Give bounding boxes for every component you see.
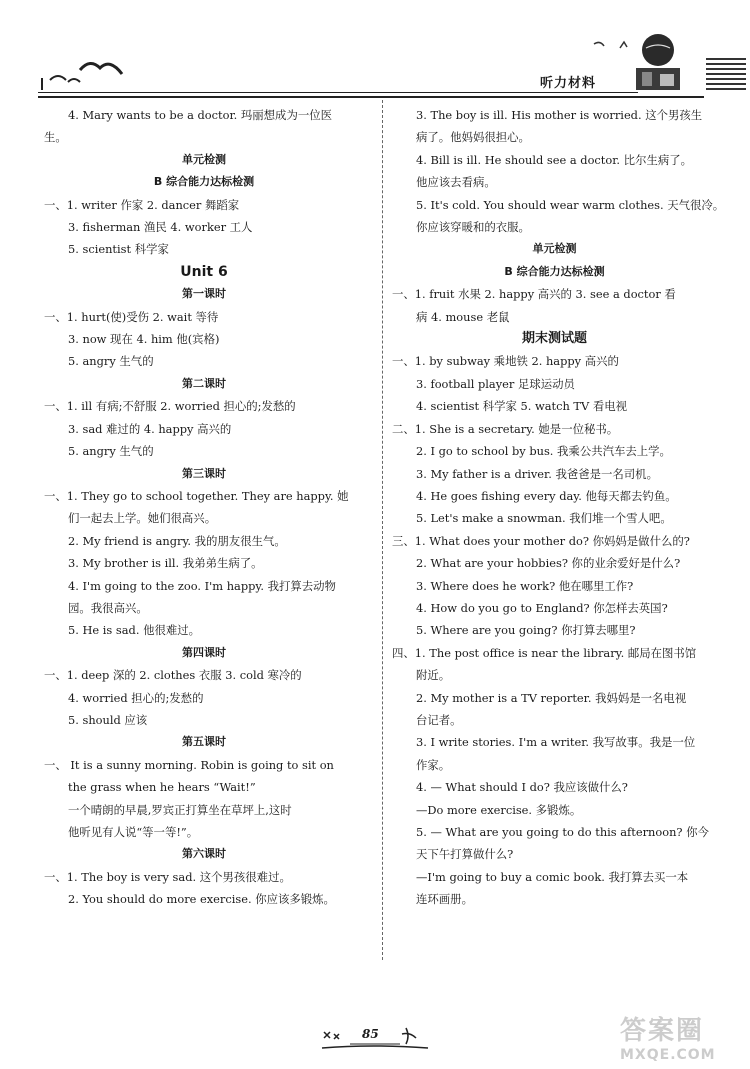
text-line: 4. How do you go to England? 你怎样去英国? (416, 600, 668, 615)
text-line: 2. What are your hobbies? 你的业余爱好是什么? (416, 556, 681, 571)
header-title: 听力材料 (540, 76, 597, 91)
text-line: 2. You should do more exercise. 你应该多锻炼。 (68, 892, 335, 907)
watermark (620, 1010, 745, 1065)
text-line: 他应该去看病。 (416, 175, 496, 190)
text-line: 4. I'm going to the zoo. I'm happy. 我打算去动物 (68, 578, 336, 593)
text-line: 一、1. writer 作家 2. dancer 舞蹈家 (44, 197, 240, 212)
watermark-line1: 答案圈 (620, 1016, 705, 1046)
text-line: 4. — What should I do? 我应该做什么? (416, 780, 628, 795)
text-line: 3. My brother is ill. 我弟弟生病了。 (68, 556, 263, 571)
text-line: 5. Where are you going? 你打算去哪里? (416, 623, 636, 638)
section-heading: 第三课时 (182, 466, 226, 480)
text-line: 3. now 现在 4. him 他(宾格) (68, 332, 220, 347)
text-line: 一、 It is a sunny morning. Robin is going to sit on (44, 757, 334, 772)
text-line: 他听见有人说“等一等!”。 (68, 825, 199, 839)
text-line: 3. My father is a driver. 我爸爸是一名司机。 (416, 466, 658, 481)
text-line: 连环画册。 (416, 892, 473, 907)
section-heading: 第五课时 (182, 735, 226, 749)
text-line: —I'm going to buy a comic book. 我打算去买一本 (416, 869, 689, 884)
text-line: 5. should 应该 (68, 712, 148, 727)
text-line: 5. angry 生气的 (68, 354, 154, 369)
text-line: 你应该穿暖和的衣服。 (416, 220, 530, 235)
text-line: 作家。 (416, 757, 451, 772)
header-stripes (706, 58, 746, 93)
text-line: 5. — What are you going to do this afternoon? 你今 (416, 825, 709, 839)
section-heading: 第一课时 (182, 287, 226, 301)
text-line: —Do more exercise. 多锻炼。 (416, 802, 582, 817)
text-line: 5. Let's make a snowman. 我们堆一个雪人吧。 (416, 511, 672, 526)
text-line: 4. He goes fishing every day. 他每天都去钓鱼。 (416, 488, 677, 503)
text-line: 3. The boy is ill. His mother is worried. 这个男孩生 (416, 108, 703, 122)
text-line: the grass when he hears “Wait!” (68, 780, 256, 795)
text-line: 2. I go to school by bus. 我乘公共汽车去上学。 (416, 444, 671, 459)
text-line: 3. sad 难过的 4. happy 高兴的 (68, 421, 232, 436)
section-heading: 第二课时 (182, 376, 226, 390)
birds-icon (40, 56, 130, 92)
text-line: 4. Mary wants to be a doctor. 玛丽想成为一位医 (68, 108, 333, 122)
section-heading: 单元检测 (532, 242, 577, 256)
text-line: 三、1. What does your mother do? 你妈妈是做什么的? (392, 533, 690, 548)
text-line: 5. angry 生气的 (68, 444, 154, 459)
right-column (392, 104, 725, 911)
left-column (44, 104, 364, 911)
watermark-line2: MXQE.COM (620, 1047, 716, 1063)
text-line: 一、1. The boy is very sad. 这个男孩很难过。 (44, 869, 291, 884)
text-line: 3. football player 足球运动员 (416, 376, 575, 391)
section-heading: 期末测试题 (521, 331, 587, 347)
text-line: 天下午打算做什么? (416, 847, 514, 862)
section-heading: B 综合能力达标检测 (153, 175, 255, 189)
section-heading: Unit 6 (180, 263, 228, 280)
text-line: 5. He is sad. 他很难过。 (68, 623, 201, 638)
text-line: 3. Where does he work? 他在哪里工作? (416, 578, 634, 593)
text-line: 一个晴朗的早晨,罗宾正打算坐在草坪上,这时 (68, 802, 292, 817)
page-number: 85 (362, 1027, 379, 1041)
text-line: 一、1. They go to school together. They are happy. 她 (44, 488, 349, 503)
text-line: 附近。 (416, 668, 451, 683)
section-heading: 第六课时 (182, 847, 226, 861)
globe-illustration-icon (590, 28, 700, 94)
section-heading: B 综合能力达标检测 (504, 264, 605, 278)
text-line: 四、1. The post office is near the library. 邮局在图书馆 (392, 645, 697, 660)
text-line: 园。我很高兴。 (68, 600, 148, 615)
text-line: 2. My friend is angry. 我的朋友很生气。 (68, 533, 286, 548)
column-divider (382, 100, 383, 960)
text-line: 5. It's cold. You should wear warm clothes. 天气很冷。 (416, 197, 725, 212)
text-line: 台记者。 (416, 712, 462, 727)
text-line: 一、1. deep 深的 2. clothes 衣服 3. cold 寒冷的 (44, 668, 302, 683)
text-line: 一、1. hurt(使)受伤 2. wait 等待 (44, 309, 219, 324)
text-line: 病 4. mouse 老鼠 (416, 309, 510, 324)
text-line: 3. I write stories. I'm a writer. 我写故事。我是一位 (416, 735, 696, 750)
text-line: 4. Bill is ill. He should see a doctor. 比尔生病了。 (416, 152, 693, 167)
page-footer (320, 1022, 430, 1052)
text-line: 4. worried 担心的;发愁的 (68, 690, 204, 705)
section-heading: 单元检测 (182, 152, 226, 166)
page-header (0, 0, 750, 100)
section-heading: 第四课时 (182, 645, 226, 659)
text-line: 5. scientist 科学家 (68, 242, 169, 257)
text-line: 病了。他妈妈很担心。 (416, 130, 530, 145)
text-line: 生。 (44, 130, 67, 145)
text-line: 二、1. She is a secretary. 她是一位秘书。 (392, 421, 619, 436)
text-line: 4. scientist 科学家 5. watch TV 看电视 (416, 399, 628, 414)
text-line: 一、1. ill 有病;不舒服 2. worried 担心的;发愁的 (44, 399, 296, 414)
text-line: 一、1. by subway 乘地铁 2. happy 高兴的 (392, 354, 619, 369)
text-line: 们一起去上学。她们很高兴。 (68, 511, 217, 526)
text-line: 一、1. fruit 水果 2. happy 高兴的 3. see a doctor 看 (392, 287, 676, 302)
text-line: 3. fisherman 渔民 4. worker 工人 (68, 220, 253, 235)
text-line: 2. My mother is a TV reporter. 我妈妈是一名电视 (416, 690, 687, 705)
